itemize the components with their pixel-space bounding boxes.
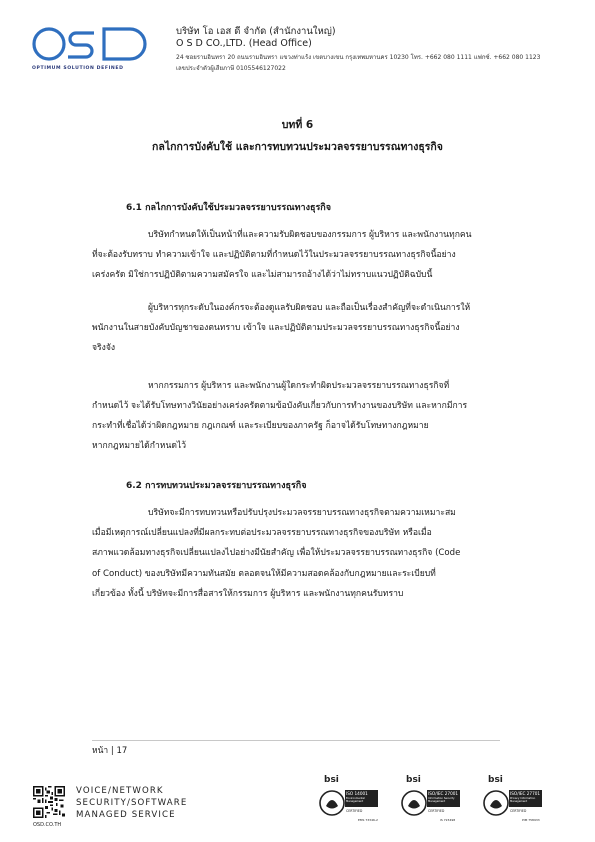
website-url: OSD.CO.TH bbox=[33, 822, 62, 828]
cert-number: IS 723498 bbox=[440, 818, 456, 822]
section-heading-6-1: 6.1 กลไกการบังคับใช้ประมวลจรรยาบรรณทางธุรกิจ bbox=[126, 203, 332, 213]
cert-description: Environmental Management bbox=[346, 797, 365, 803]
footer-divider bbox=[92, 740, 500, 741]
osd-logo bbox=[32, 22, 150, 68]
paragraph-line: จริงจัง bbox=[92, 343, 116, 353]
paragraph-line: กระทำที่เชื่อได้ว่าผิดกฎหมาย กฎเกณฑ์ และระเบียบของภาครัฐ ก็อาจได้รับโทษทางกฎหมาย bbox=[92, 421, 429, 431]
tax-id: เลขประจำตัวผู้เสียภาษี 0105546127022 bbox=[176, 65, 286, 72]
page-number: หน้า | 17 bbox=[92, 746, 128, 756]
service-line: SECURITY/SOFTWARE bbox=[76, 798, 188, 808]
paragraph-line: บริษัทกำหนดให้เป็นหน้าที่และความรับผิดชอบของกรรมการ ผู้บริหาร และพนักงานทุกคน bbox=[148, 230, 472, 240]
certification-badges bbox=[318, 775, 588, 838]
paragraph-line: เกี่ยวข้อง ทั้งนี้ บริษัทจะมีการสื่อสารให้กรรมการ ผู้บริหาร และพนักงานทุกคนรับทราบ bbox=[92, 589, 404, 599]
cert-description: Information Security Management bbox=[428, 797, 455, 803]
service-line: MANAGED SERVICE bbox=[76, 810, 176, 820]
paragraph-line: หากกฎหมายได้กำหนดไว้ bbox=[92, 441, 187, 451]
company-name-english: O S D CO.,LTD. (Head Office) bbox=[176, 38, 312, 49]
bsi-iso-14001-badge bbox=[318, 775, 380, 828]
chapter-heading: บทที่ 6 bbox=[281, 119, 314, 131]
service-line: VOICE/NETWORK bbox=[76, 786, 164, 796]
cert-standard: ISO 14001 bbox=[346, 791, 368, 796]
logo-tagline: OPTIMUM SOLUTION DEFINED bbox=[32, 66, 124, 71]
cert-status: CERTIFIED bbox=[428, 809, 445, 813]
bsi-iso-27001-badge bbox=[400, 775, 462, 828]
company-address: 24 ซอยรามอินทรา 20 ถนนรามอินทรา แขวงท่าแร้ง เขตบางเขน กรุงเทพมหานคร 10230 โทร. +662 080 1111 แฟกซ์. +662 080 1123 bbox=[176, 54, 541, 61]
cert-number: EMS 73346-2 bbox=[358, 818, 378, 822]
paragraph-line: สภาพแวดล้อมทางธุรกิจเปลี่ยนแปลงไปอย่างมีนัยสำคัญ เพื่อให้ประมวลจรรยาบรรณทางธุรกิจ (Code bbox=[92, 548, 461, 558]
cert-standard: ISO/IEC 27001 bbox=[428, 791, 459, 796]
paragraph-line: บริษัทจะมีการทบทวนหรือปรับปรุงประมวลจรรยาบรรณทางธุรกิจตามความเหมาะสม bbox=[148, 508, 456, 518]
bsi-brand: bsi bbox=[488, 775, 503, 785]
bsi-iso-27701-badge bbox=[482, 775, 544, 828]
cert-status: CERTIFIED bbox=[346, 809, 363, 813]
bsi-brand: bsi bbox=[406, 775, 421, 785]
paragraph-line: หากกรรมการ ผู้บริหาร และพนักงานผู้ใดกระทำผิดประมวลจรรยาบรรณทางธุรกิจที่ bbox=[148, 381, 450, 391]
company-name-thai: บริษัท โอ เอส ดี จำกัด (สำนักงานใหญ่) bbox=[176, 26, 336, 37]
paragraph-line: ที่จะต้องรับทราบ ทำความเข้าใจ และปฏิบัติตามที่กำหนดไว้ในประมวลจรรยาบรรณทางธุรกิจนี้อย่าง bbox=[92, 250, 456, 260]
paragraph-line: พนักงานในสายบังคับบัญชาของตนทราบ เข้าใจ และปฏิบัติตามประมวลจรรยาบรรณทางธุรกิจนี้อย่าง bbox=[92, 323, 460, 333]
chapter-title: กลไกการบังคับใช้ และการทบทวนประมวลจรรยาบรรณทางธุรกิจ bbox=[152, 141, 443, 153]
cert-number: PIM 758933 bbox=[522, 818, 540, 822]
section-heading-6-2: 6.2 การทบทวนประมวลจรรยาบรรณทางธุรกิจ bbox=[126, 481, 307, 491]
cert-standard: ISO/IEC 27701 bbox=[510, 791, 541, 796]
qr-code-icon bbox=[33, 786, 65, 818]
paragraph-line: กำหนดไว้ จะได้รับโทษทางวินัยอย่างเคร่งครัดตามข้อบังคับเกี่ยวกับการทำงานของบริษัท และหากมีการ bbox=[92, 401, 468, 411]
paragraph-line: ผู้บริหารทุกระดับในองค์กรจะต้องดูแลรับผิดชอบ และถือเป็นเรื่องสำคัญที่จะดำเนินการให้ bbox=[148, 303, 471, 313]
cert-description: Privacy Information Management bbox=[510, 797, 536, 803]
paragraph-line: เคร่งครัด มิใช่การปฏิบัติตามความสมัครใจ และไม่สามารถอ้างได้ว่าไม่ทราบแนวปฏิบัติฉบับนี้ bbox=[92, 270, 433, 280]
bsi-brand: bsi bbox=[324, 775, 339, 785]
paragraph-line: of Conduct) ของบริษัทมีความทันสมัย ตลอดจนให้มีความสอดคล้องกับกฎหมายและระเบียบที่ bbox=[92, 569, 436, 579]
paragraph-line: เมื่อมีเหตุการณ์เปลี่ยนแปลงที่มีผลกระทบต่อประมวลจรรยาบรรณทางธุรกิจของบริษัท หรือเมื่อ bbox=[92, 528, 432, 538]
cert-status: CERTIFIED bbox=[510, 809, 527, 813]
